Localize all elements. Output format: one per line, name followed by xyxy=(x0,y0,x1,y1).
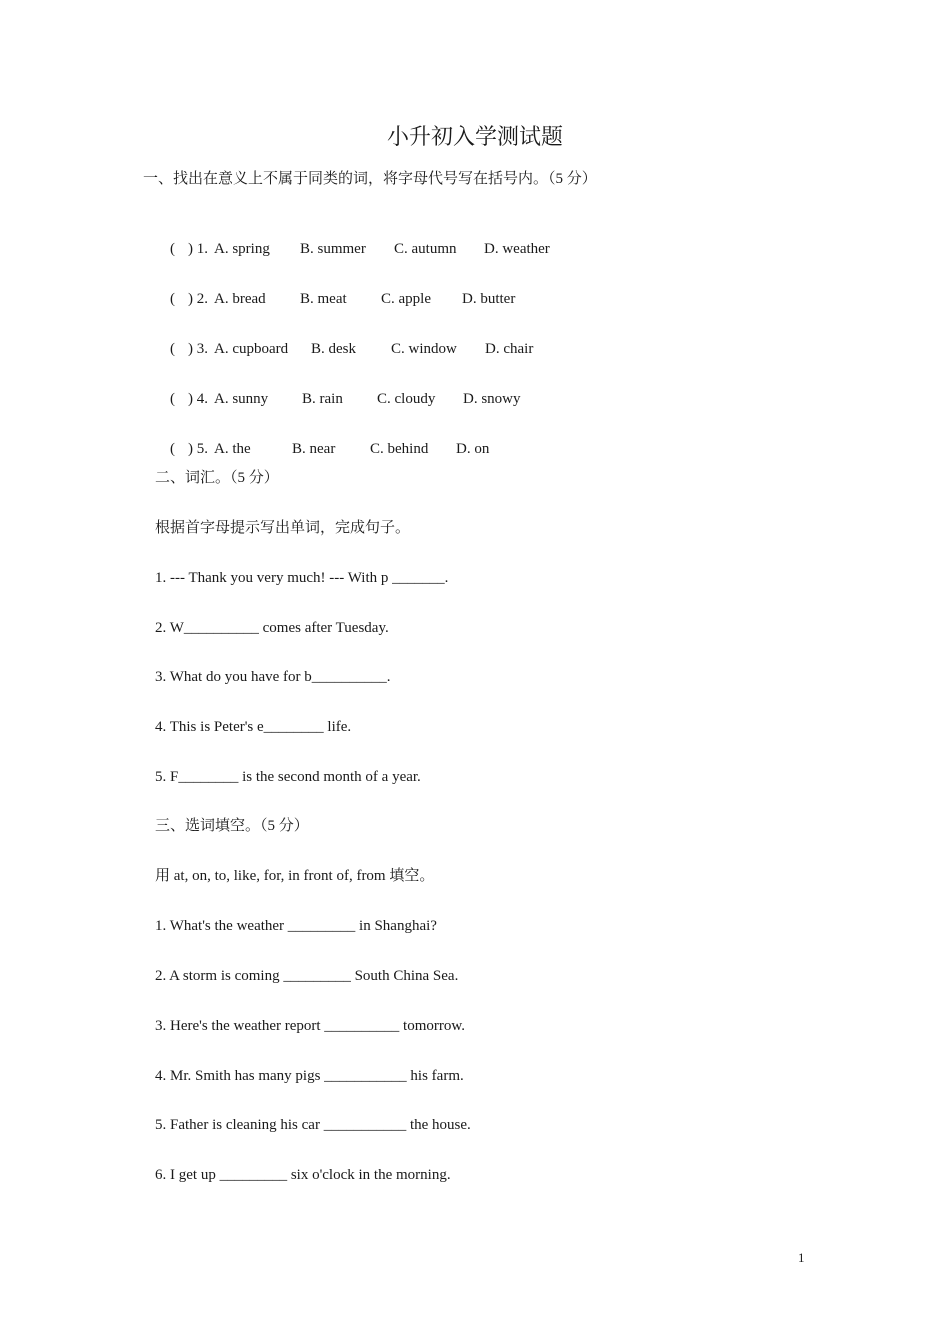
question-item: 2. W__________ comes after Tuesday. xyxy=(155,620,389,636)
question-item: ( ) 1. A. spring B. summer C. autumn D. weather xyxy=(170,241,550,257)
question-item: 1. --- Thank you very much! --- With p _______. xyxy=(155,570,449,586)
question-item: 5. Father is cleaning his car ___________ the house. xyxy=(155,1117,471,1133)
question-item: 5. F________ is the second month of a year. xyxy=(155,769,421,785)
question-item: ( ) 5. A. the B. near C. behind D. on xyxy=(170,441,490,457)
question-item: 6. I get up _________ six o'clock in the morning. xyxy=(155,1167,451,1183)
question-item: ( ) 3. A. cupboard B. desk C. window D. chair xyxy=(170,341,534,357)
section3-instruction: 用 at, on, to, like, for, in front of, from 填空。 xyxy=(155,868,435,884)
section2-heading: 二、词汇。（5 分） xyxy=(155,470,279,486)
question-item: 3. What do you have for b__________. xyxy=(155,669,391,685)
question-item: 4. This is Peter's e________ life. xyxy=(155,719,352,735)
question-item: 1. What's the weather _________ in Shanghai? xyxy=(155,918,437,934)
question-item: ( ) 4. A. sunny B. rain C. cloudy D. snowy xyxy=(170,391,521,407)
page-title: 小升初入学测试题 xyxy=(386,124,563,149)
question-item: 2. A storm is coming _________ South China Sea. xyxy=(155,968,459,984)
page-number: 1 xyxy=(798,1250,805,1265)
section1-heading: 一、找出在意义上不属于同类的词，将字母代号写在括号内。（5 分） xyxy=(143,171,597,187)
section2-instruction: 根据首字母提示写出单词，完成句子。 xyxy=(155,520,411,536)
section3-heading: 三、选词填空。（5 分） xyxy=(155,818,309,834)
question-item: 4. Mr. Smith has many pigs ___________ his farm. xyxy=(155,1068,464,1084)
question-item: 3. Here's the weather report __________ tomorrow. xyxy=(155,1018,465,1034)
question-item: ( ) 2. A. bread B. meat C. apple D. butter xyxy=(170,291,516,307)
